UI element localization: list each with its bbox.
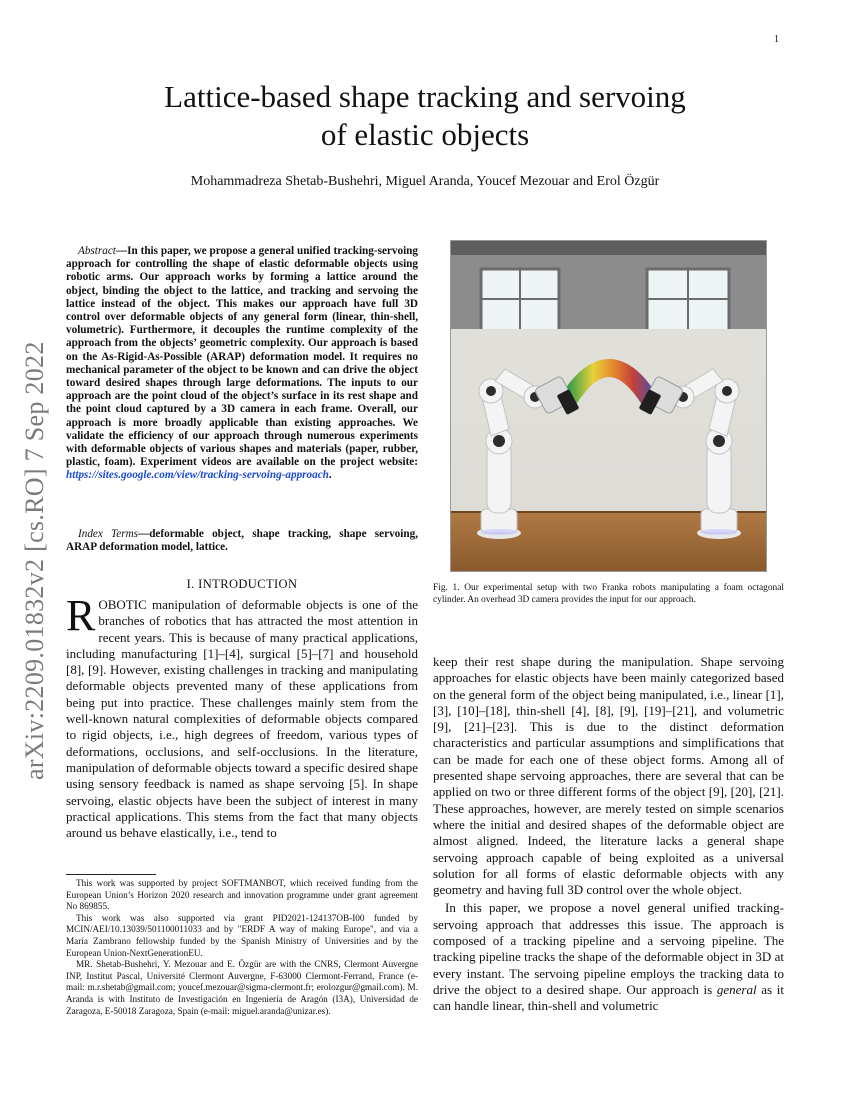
footnotes	[66, 878, 418, 1017]
footnote-funding-2: This work was also supported via grant PID2021-124137OB-I00 funded by MCIN/AEI/10.13039/501100011033 and by "ERDF A way of making Europe", and via a María Zambrano fellowship funded by the Spanish Ministry of Universities and by the European Union-NextGenerationEU.	[66, 912, 418, 958]
paper-title	[100, 78, 750, 154]
abstract-lead: Abstract	[78, 245, 116, 257]
abstract-text: —In this paper, we propose a general unified tracking-servoing approach for controlling the shape of elastic deformable objects using robotic arms. Our approach works by forming a lattice around the object, binding the object to the lattice, and tracking and servoing the lattice instead of the object. This makes our approach have full 3D control over deformable objects of any general form (linear, thin-shell, volumetric). Furthermore, it decouples the runtime complexity of the approach from the objects’ geometric complexity. Our approach is based on the As-Rigid-As-Possible (ARAP) deformation model. It requires no mechanical parameter of the object to be known and can drive the object toward desired shapes through large deformations. The inputs to our approach are the point cloud of the object’s surface in its rest shape and the point cloud captured by a 3D camera in each frame. Overall, our approach is more broadly applicable than existing approaches. We validate the efficiency of our approach through numerous experiments with deformable objects of various shapes and materials (paper, rubber, plastic, foam). Experiment videos are available on the project website:	[66, 245, 418, 469]
project-website-link[interactable]: https://sites.google.com/view/tracking-servoing-approach	[66, 469, 329, 482]
author-list: Mohammadreza Shetab-Bushehri, Miguel Aranda, Youcef Mezouar and Erol Özgür	[190, 174, 660, 189]
index-terms-lead: Index Terms	[78, 528, 138, 540]
figure-caption: Fig. 1. Our experimental setup with two Franka robots manipulating a foam octagonal cylinder. An overhead 3D camera provides the input for our approach.	[433, 583, 784, 605]
right-paragraph-2	[433, 900, 784, 1014]
right-paragraph-1: keep their rest shape during the manipulation. Shape servoing approaches for elastic objects have been mainly categorized based on the general form of the object being manipulated, i.e., linear [1], [3], [10]–[18], thin-shell [4], [8], [9], [19]–[21], and volumetric [9], [21]–[23]. This is due to the distinct deformation characteristics and particular assumptions and simplifications that can be made for each one of these object forms. Among all of presented shape servoing approaches, there are several that can be applied on two or three different forms of the object [9], [20], [21]. These approaches, however, are merely tested on simple scenarios where the initial and desired shapes of the deformable object are almost aligned. Indeed, the literature lacks a general shape servoing approach capable of being exploited as a universal solution for all forms of elastic deformable objects with any geometry and having full 3D control over the whole object.	[433, 654, 784, 898]
experimental-setup-photo	[450, 240, 767, 572]
intro-text: manipulation of deformable objects is one of the branches of robotics that has attracted the most attention in recent years. This is because of many practical applications, including manufacturing [1]–[4], surgical [5]–[7] and household [8], [9]. However, existing challenges in tracking and manipulating deformable objects prevented many of these applications from being put into practice. These challenges mainly stem from the well-known natural complexities of deformable objects compared to rigid objects, i.e., high degrees of freedom, various types of deformations, occlusions, and self-occlusions. In the literature, manipulation of deformable objects toward a specific desired shape using sensory feedback is named as shape servoing [5]. In shape servoing, elastic objects have been the subject of interest in many practical applications. This stems from the fact that many objects around us behave elastically, i.e., tend to	[66, 597, 418, 841]
title-line-1: Lattice-based shape tracking and servoing	[164, 79, 686, 114]
drop-cap: R	[66, 591, 96, 640]
emphasis-general: general	[716, 981, 757, 997]
footnote-divider	[66, 874, 156, 875]
right-paragraph-2-start: In this paper, we propose a novel general unified tracking-servoing approach that addresses this issue. The approach is composed of a tracking pipeline and a servoing pipeline. The tracking pipeline tracks the shape of the deformable object in 3D at every instant. The servoing pipeline employs the tracking data to drive the object to a desired shape. Our approach is	[433, 900, 784, 997]
arxiv-identifier: arXiv:2209.01832v2 [cs.RO] 7 Sep 2022	[20, 341, 49, 780]
index-terms-text: —deformable object, shape tracking, shape servoing, ARAP deformation model, lattice.	[66, 528, 418, 554]
right-column-text	[433, 654, 784, 1015]
index-terms	[66, 528, 418, 554]
footnote-affiliations: MR. Shetab-Bushehri, Y. Mezouar and E. Özgür are with the CNRS, Clermont Auvergne INP, Institut Pascal, Université Clermont Auvergne, F-63000 Clermont-Ferrand, France (e-mail: m.r.shetab@gmail.com; youcef.mezouar@sigma-clermont.fr; erolozgur@gmail.com). M. Aranda is with Instituto de Investigación en Ingeniería de Aragón (I3A), Universidad de Zaragoza, E-50018 Zaragoza, Spain (e-mail: miguel.aranda@unizar.es).	[66, 959, 418, 1016]
robot-setup-illustration	[451, 241, 766, 571]
title-line-2: of elastic objects	[320, 117, 530, 152]
abstract	[66, 245, 418, 483]
right-paragraph-2-end: as it can handle linear, thin-shell and volumetric	[433, 981, 784, 1014]
abstract-end: .	[328, 469, 332, 482]
intro-first-word: OBOTIC	[98, 597, 147, 612]
section-heading: I. INTRODUCTION	[186, 577, 298, 591]
intro-paragraph	[66, 591, 418, 841]
page-number: 1	[774, 34, 779, 45]
footnote-funding-1: This work was supported by project SOFTMANBOT, which received funding from the European Union’s Horizon 2020 research and innovation programme under grant agreement No 869855.	[66, 878, 418, 912]
